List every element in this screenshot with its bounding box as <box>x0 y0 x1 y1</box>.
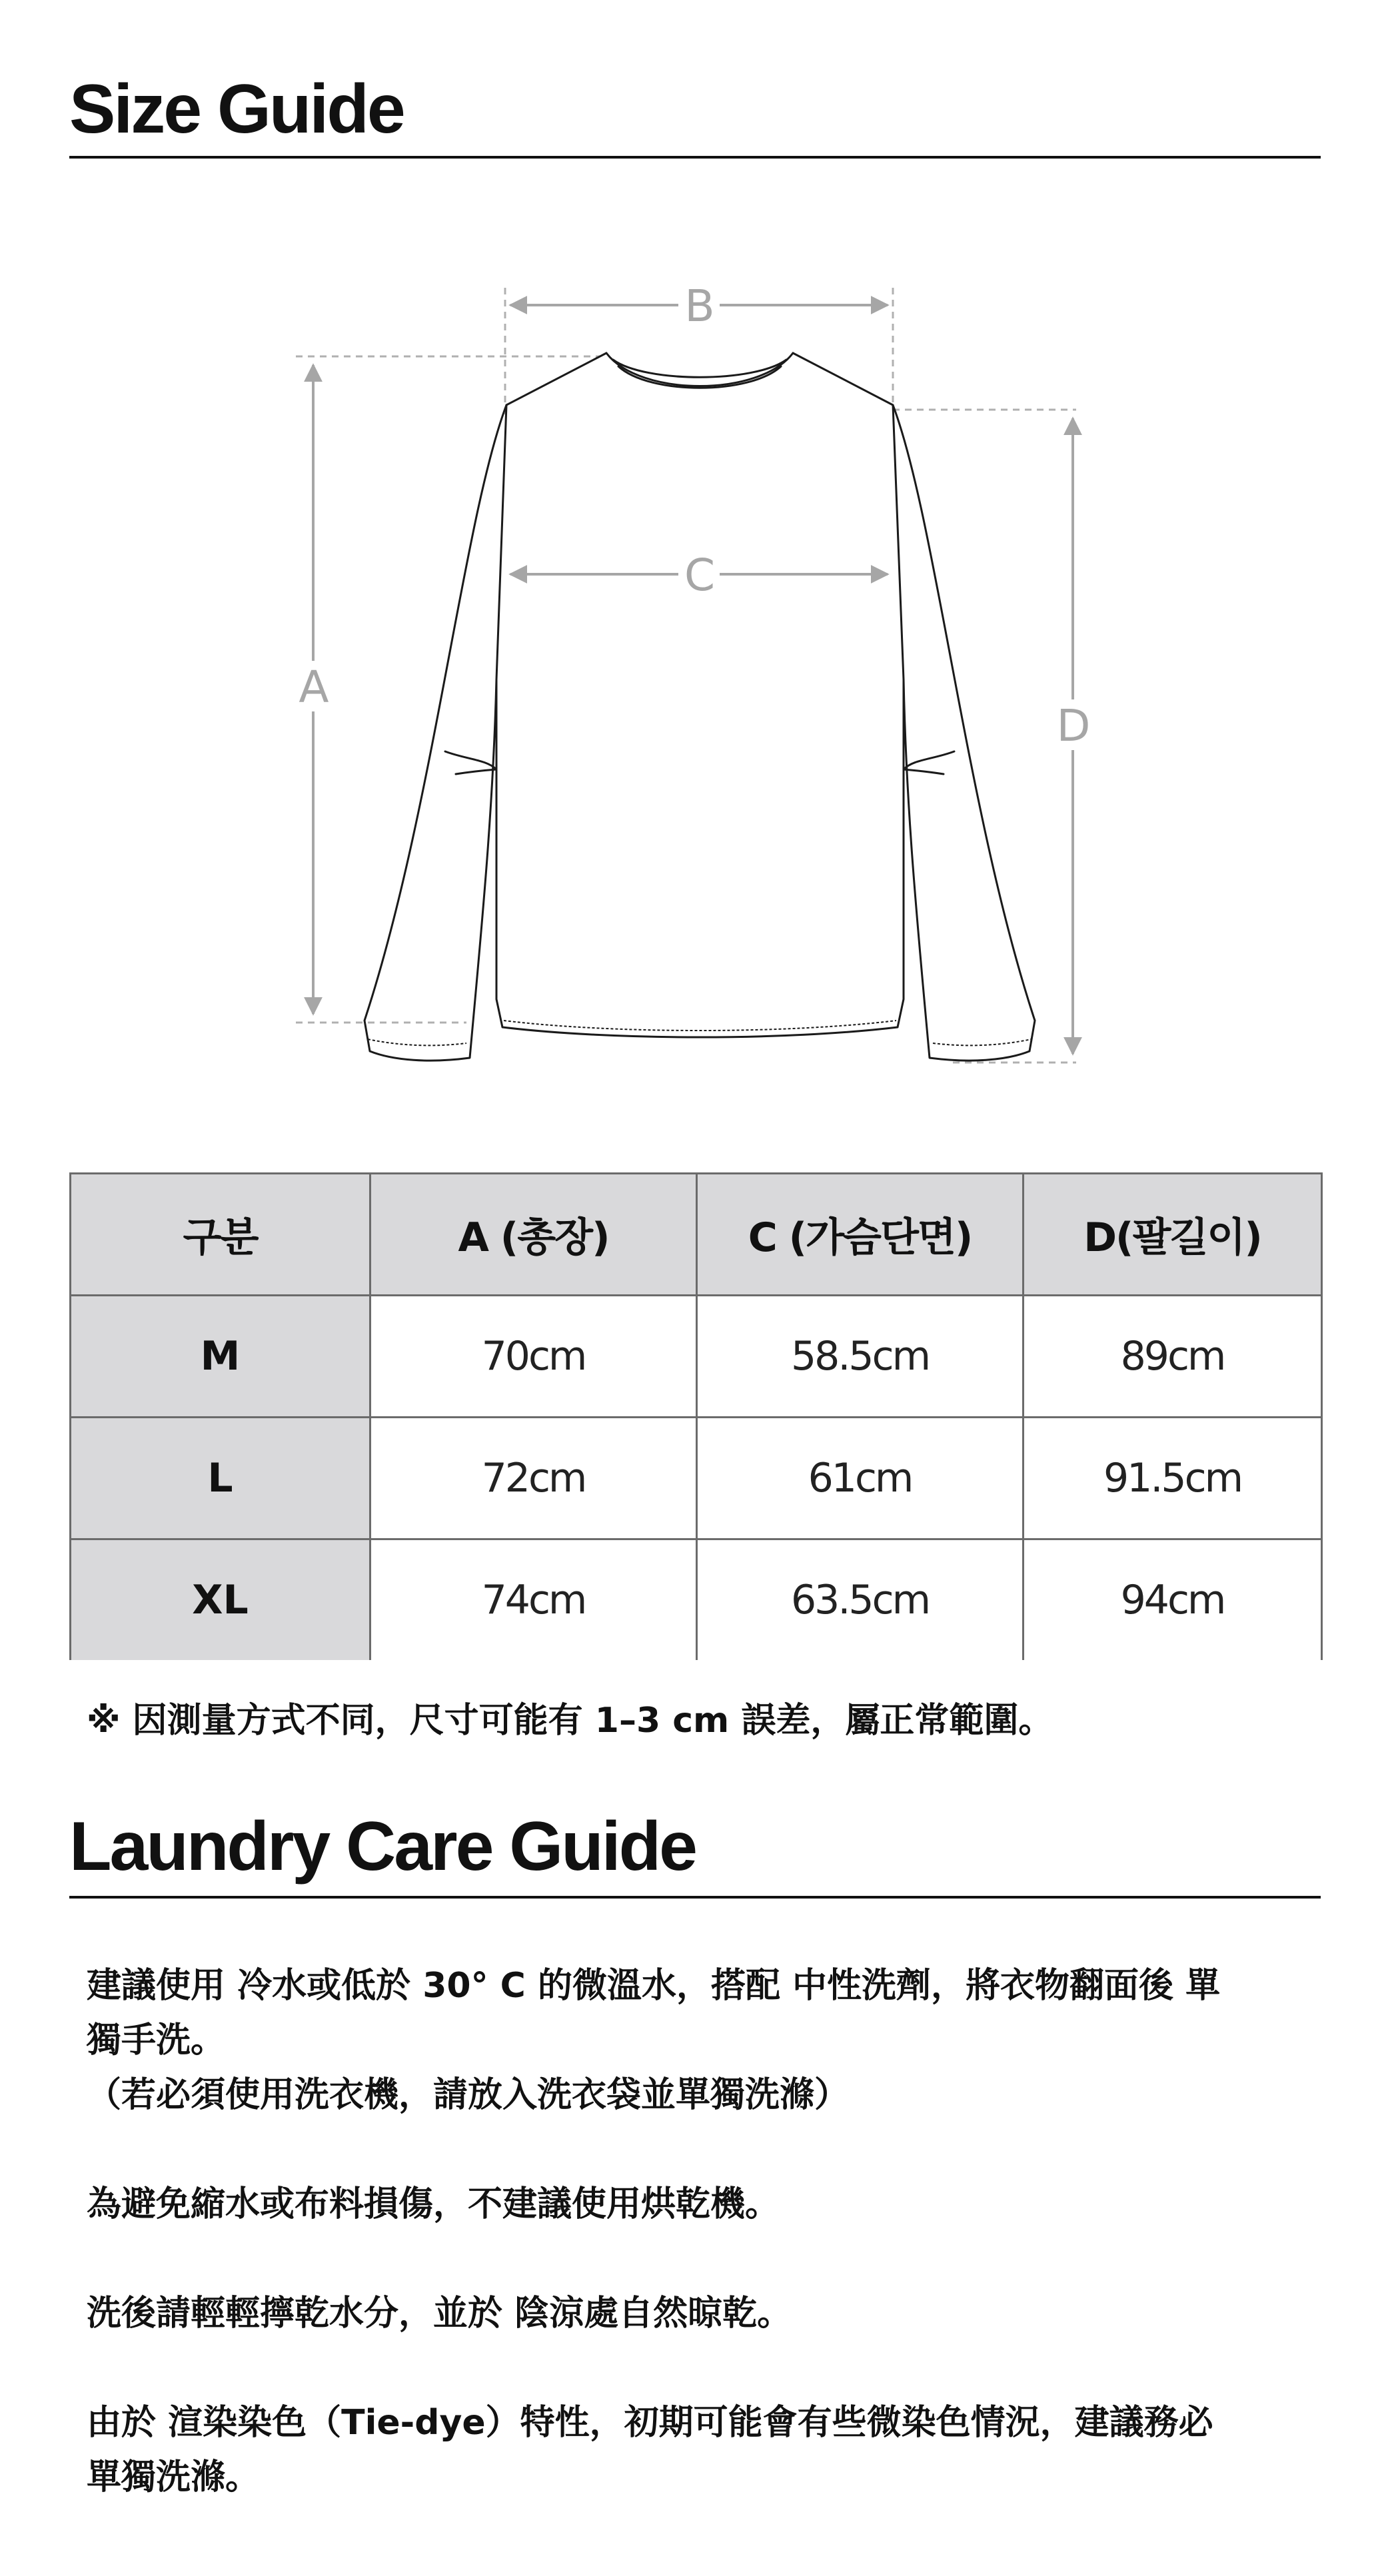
diagram-label-b: B <box>684 280 715 332</box>
measurement-note: ※ 因測量方式不同，尺寸可能有 1–3 cm 誤差，屬正常範圍。 <box>87 1701 1053 1741</box>
size-table <box>69 1172 1323 1660</box>
header-chest: C (가슴단면) <box>697 1174 1024 1296</box>
length-cell: 70cm <box>370 1296 697 1418</box>
care-paragraph-air-dry <box>87 2286 1299 2341</box>
care-line: 建議使用 冷水或低於 30° C 的微溫水，搭配 中性洗劑，將衣物翻面後 單 <box>87 1966 1221 2006</box>
care-paragraph-washing <box>87 1958 1299 2122</box>
care-line: 單獨洗滌。 <box>87 2457 261 2497</box>
diagram-label-d: D <box>1056 700 1091 751</box>
size-guide-title: Size Guide <box>69 71 404 148</box>
laundry-guide-title: Laundry Care Guide <box>69 1808 696 1885</box>
care-line: 獨手洗。 <box>87 2020 226 2060</box>
size-cell: XL <box>71 1539 370 1661</box>
header-sleeve: D(팔길이) <box>1024 1174 1322 1296</box>
care-line: 洗後請輕輕擰乾水分，並於 陰涼處自然晾乾。 <box>87 2294 792 2334</box>
sleeve-cell: 91.5cm <box>1024 1418 1322 1539</box>
table-row <box>71 1296 1322 1418</box>
diagram-label-a: A <box>299 661 329 713</box>
care-line: 為避免縮水或布料損傷，不建議使用烘乾機。 <box>87 2184 780 2224</box>
guide-lines <box>296 288 1076 1063</box>
laundry-instructions <box>87 1958 1299 2559</box>
table-row <box>71 1418 1322 1539</box>
table-row <box>71 1539 1322 1661</box>
length-cell: 74cm <box>370 1539 697 1661</box>
garment-size-diagram <box>267 266 1133 1086</box>
chest-cell: 61cm <box>697 1418 1024 1539</box>
size-cell: M <box>71 1296 370 1418</box>
size-cell: L <box>71 1418 370 1539</box>
care-line: 由於 渲染染色（Tie-dye）特性，初期可能會有些微染色情況，建議務必 <box>87 2403 1213 2443</box>
header-length: A (총장) <box>370 1174 697 1296</box>
chest-cell: 63.5cm <box>697 1539 1024 1661</box>
diagram-label-c: C <box>684 550 716 601</box>
chest-cell: 58.5cm <box>697 1296 1024 1418</box>
care-line: （若必須使用洗衣機，請放入洗衣袋並單獨洗滌） <box>87 2075 850 2115</box>
size-guide-divider <box>69 156 1321 159</box>
sleeve-cell: 89cm <box>1024 1296 1322 1418</box>
sleeve-cell: 94cm <box>1024 1539 1322 1661</box>
care-paragraph-drying <box>87 2177 1299 2232</box>
length-cell: 72cm <box>370 1418 697 1539</box>
care-paragraph-tie-dye <box>87 2395 1299 2505</box>
header-size: 구분 <box>71 1174 370 1296</box>
long-sleeve-shirt-illustration <box>364 353 1035 1061</box>
table-header-row <box>71 1174 1322 1296</box>
laundry-guide-divider <box>69 1896 1321 1899</box>
